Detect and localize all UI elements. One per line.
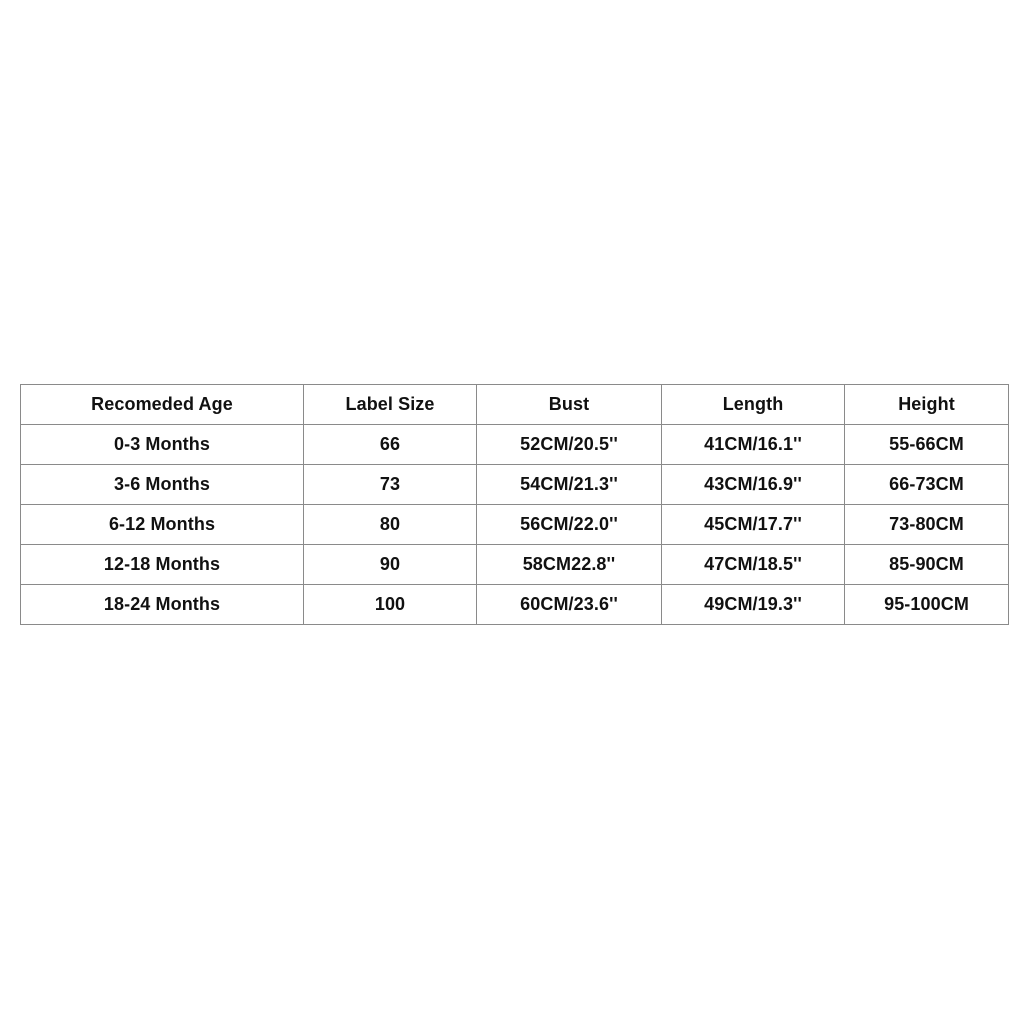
- table-row: [21, 425, 1009, 465]
- table-row: [21, 585, 1009, 625]
- table-header-row: [21, 385, 1009, 425]
- cell-age: 3-6 Months: [21, 465, 304, 505]
- cell-label-size: 100: [304, 585, 477, 625]
- table-row: [21, 545, 1009, 585]
- cell-length: 43CM/16.9'': [662, 465, 845, 505]
- cell-bust: 58CM22.8'': [477, 545, 662, 585]
- header-length: Length: [662, 385, 845, 425]
- cell-length: 45CM/17.7'': [662, 505, 845, 545]
- cell-bust: 60CM/23.6'': [477, 585, 662, 625]
- cell-bust: 54CM/21.3'': [477, 465, 662, 505]
- cell-age: 12-18 Months: [21, 545, 304, 585]
- cell-height: 85-90CM: [845, 545, 1009, 585]
- header-recommended-age: Recomeded Age: [21, 385, 304, 425]
- cell-height: 55-66CM: [845, 425, 1009, 465]
- cell-bust: 56CM/22.0'': [477, 505, 662, 545]
- size-chart-table: [20, 384, 1009, 625]
- header-label-size: Label Size: [304, 385, 477, 425]
- cell-bust: 52CM/20.5'': [477, 425, 662, 465]
- cell-label-size: 66: [304, 425, 477, 465]
- header-bust: Bust: [477, 385, 662, 425]
- table-row: [21, 465, 1009, 505]
- cell-age: 0-3 Months: [21, 425, 304, 465]
- header-height: Height: [845, 385, 1009, 425]
- cell-age: 18-24 Months: [21, 585, 304, 625]
- cell-height: 66-73CM: [845, 465, 1009, 505]
- cell-length: 41CM/16.1'': [662, 425, 845, 465]
- cell-label-size: 80: [304, 505, 477, 545]
- cell-label-size: 90: [304, 545, 477, 585]
- cell-label-size: 73: [304, 465, 477, 505]
- cell-length: 47CM/18.5'': [662, 545, 845, 585]
- cell-height: 95-100CM: [845, 585, 1009, 625]
- cell-length: 49CM/19.3'': [662, 585, 845, 625]
- cell-age: 6-12 Months: [21, 505, 304, 545]
- table-row: [21, 505, 1009, 545]
- cell-height: 73-80CM: [845, 505, 1009, 545]
